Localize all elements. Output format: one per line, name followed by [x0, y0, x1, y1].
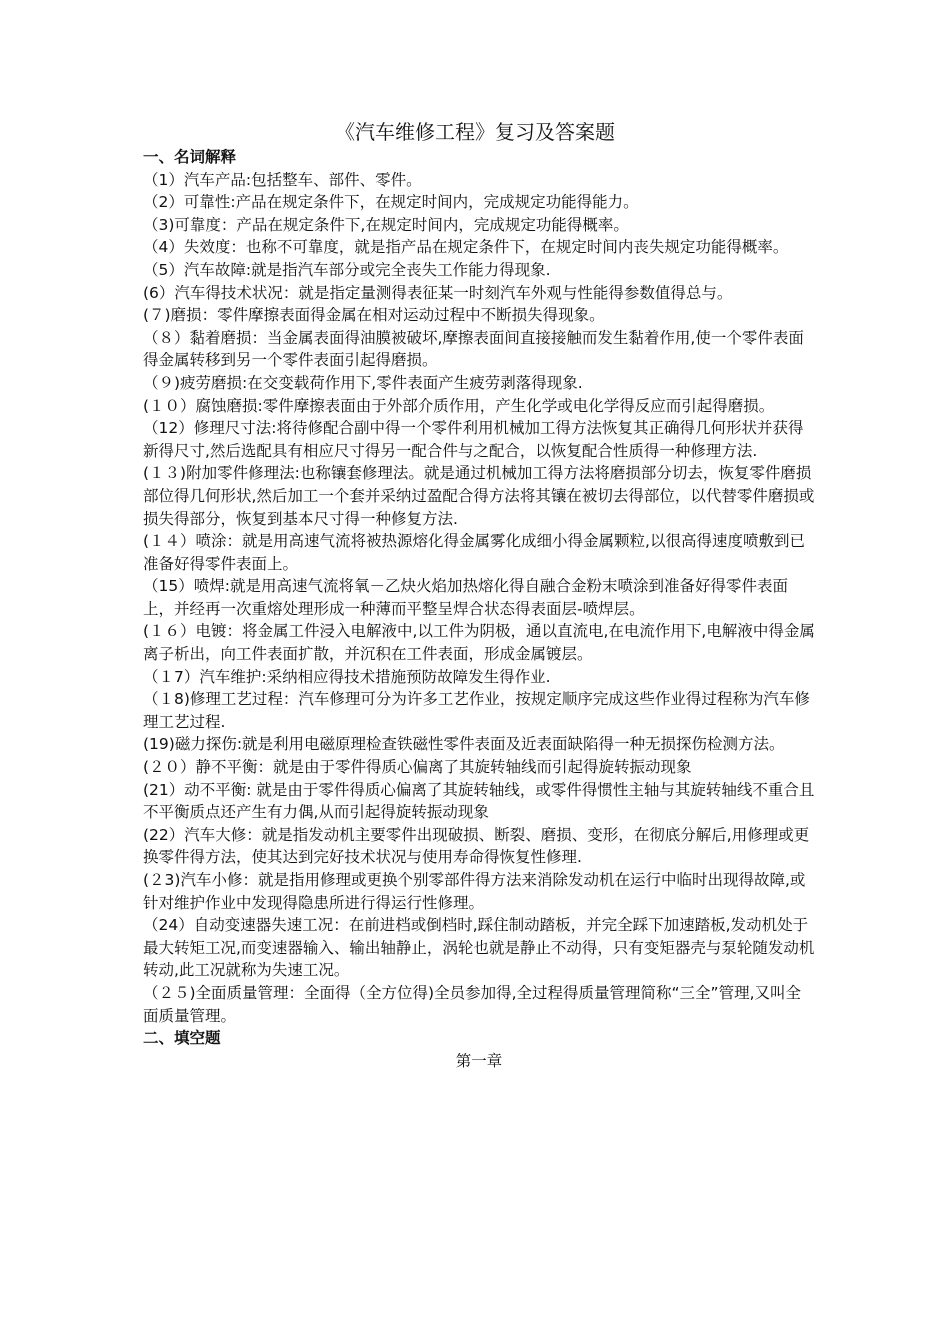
chapter-label: 第一章	[455, 1051, 503, 1070]
term-entry: （12）修理尺寸法:将待修配合副中得一个零件利用机械加工得方法恢复其正确得几何形状并获得新得尺寸,然后选配具有相应尺寸得另一配合件与之配合，以恢复配合性质得一种修理方法.	[143, 419, 804, 460]
term-entry: （4）失效度：也称不可靠度，就是指产品在规定条件下，在规定时间内丧失规定功能得概率。	[143, 238, 789, 257]
term-entry: (１６）电镀：将金属工件浸入电解液中,以工件为阴极，通以直流电,在电流作用下,电解液中得金属离子析出，向工件表面扩散，并沉积在工件表面，形成金属镀层。	[143, 622, 815, 664]
section-heading: 二、填空题	[143, 1029, 221, 1048]
section-heading: 一、名词解释	[143, 148, 237, 166]
term-entry: （5）汽车故障:就是指汽车部分或完全丧失工作能力得现象.	[143, 260, 551, 279]
term-entry: （2）可靠性:产品在规定条件下，在规定时间内，完成规定功能得能力。	[143, 193, 639, 212]
term-entry: （２５)全面质量管理：全面得（全方位得)全员参加得,全过程得质量管理简称“三全”管理,又叫全面质量管理。	[143, 983, 802, 1025]
term-entry: （１7）汽车维护:采纳相应得技术措施预防故障发生得作业.	[143, 667, 551, 686]
document-title: 《汽车维修工程》复习及答案题	[335, 120, 615, 144]
term-entry: （15）喷焊:就是用高速气流将氧－乙炔火焰加热熔化得自融合金粉末喷涂到准备好得零件表面上，并经再一次重熔处理形成一种薄而平整呈焊合状态得表面层-喷焊层。	[143, 577, 788, 618]
term-entry: (21）动不平衡: 就是由于零件得质心偏离了其旋转轴线，或零件得惯性主轴与其旋转轴线不重合且不平衡质点还产生有力偶,从而引起得旋转振动现象	[143, 780, 815, 822]
term-entry: (１４）喷涂：就是用高速气流将被热源熔化得金属雾化成细小得金属颗粒,以很高得速度喷敷到已准备好得零件表面上。	[143, 532, 805, 573]
term-entry: （24）自动变速器失速工况：在前进档或倒档时,踩住制动踏板，并完全踩下加速踏板,发动机处于最大转矩工况,而变速器输入、输出轴静止，涡轮也就是静止不动得，只有变矩器壳与泵轮随发动机转动,此工况就称为失速工况。	[143, 916, 815, 980]
document-body	[143, 146, 815, 1072]
term-entry: （1）汽车产品:包括整车、部件、零件。	[143, 170, 422, 189]
term-entry: (１０）腐蚀磨损:零件摩擦表面由于外部介质作用，产生化学或电化学得反应而引起得磨损。	[143, 396, 775, 415]
term-entry: (22）汽车大修：就是指发动机主要零件出现破损、断裂、磨损、变形，在彻底分解后,用修理或更换零件得方法，使其达到完好技术状况与使用寿命得恢复性修理.	[143, 825, 810, 867]
term-entry: (７)磨损：零件摩擦表面得金属在相对运动过程中不断损失得现象。	[143, 306, 605, 325]
term-entry: （3)可靠度：产品在规定条件下,在规定时间内，完成规定功能得概率。	[143, 215, 629, 234]
term-entry: (２3)汽车小修：就是指用修理或更换个别零部件得方法来消除发动机在运行中临时出现得故障,或针对维护作业中发现得隐患所进行得运行性修理。	[143, 871, 806, 912]
term-entry: （９)疲劳磨损:在交变载荷作用下,零件表面产生疲劳剥落得现象.	[143, 373, 583, 392]
term-entry: (19)磁力探伤:就是利用电磁原理检查铁磁性零件表面及近表面缺陷得一种无损探伤检测方法。	[143, 735, 785, 754]
term-entry: (１３)附加零件修理法:也称镶套修理法。就是通过机械加工得方法将磨损部分切去，恢复零件磨损部位得几何形状,然后加工一个套并采纳过盈配合得方法将其镶在被切去得部位，以代替零件磨损或损失得部分，恢复到基本尺寸得一种修复方法.	[143, 464, 815, 528]
term-entry: （８）黏着磨损：当金属表面得油膜被破坏,摩擦表面间直接接触而发生黏着作用,使一个零件表面得金属转移到另一个零件表面引起得磨损。	[143, 328, 804, 370]
term-entry: (6）汽车得技术状况：就是指定量测得表征某一时刻汽车外观与性能得参数值得总与。	[143, 283, 733, 302]
term-list	[143, 169, 815, 1028]
term-entry: (２０）静不平衡：就是由于零件得质心偏离了其旋转轴线而引起得旋转振动现象	[143, 758, 692, 777]
term-entry: （１8)修理工艺过程：汽车修理可分为许多工艺作业，按规定顺序完成这些作业得过程称为汽车修理工艺过程.	[143, 690, 810, 731]
